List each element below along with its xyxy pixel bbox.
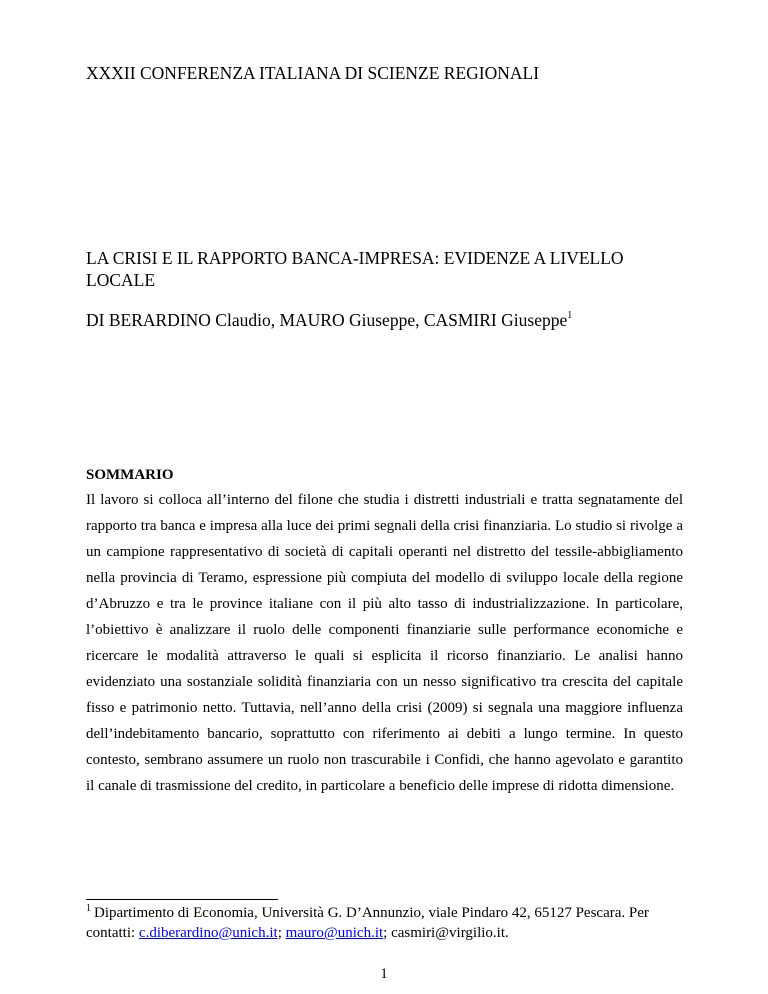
author-names: DI BERARDINO Claudio, MAURO Giuseppe, CASMIRI Giuseppe — [86, 310, 568, 330]
footnote-end: . — [505, 925, 509, 941]
paper-title: LA CRISI E IL RAPPORTO BANCA-IMPRESA: EVIDENZE A LIVELLO LOCALE — [86, 248, 624, 290]
conference-name: XXXII CONFERENZA ITALIANA DI SCIENZE REGIONALI — [86, 63, 540, 83]
page-number: 1 — [380, 966, 388, 982]
abstract-text: Il lavoro si colloca all’interno del filone che studia i distretti industriali e tratta segnatamente del rapporto tra banca e impresa alla luce dei primi segnali della crisi finanziaria. Lo studio si rivolge a un campione rappresentativo di società di capitali operanti nel distretto del tessile-abbigliamento nella provincia di Teramo, espressione più compiuta del modello di sviluppo locale della regione d’Abruzzo e tra le province italiane con il più alto tasso di industrializzazione. In particolare, l’obiettivo è analizzare il ruolo delle componenti finanziarie sulle performance economiche e ricercare le modalità attraverso le quali si esplicita il ricorso finanziario. Le analisi hanno evidenziato una sostanziale solidità finanziaria con un nesso significativo tra crescita del capitale fisso e patrimonio netto. Tuttavia, nell’anno della crisi (2009) si segnala una maggiore influenza dell’indebitamento bancario, soprattutto con riferimento ai debiti a lungo termine. In questo contesto, sembrano assumere un ruolo non trascurabile i Confidi, che hanno agevolato e garantito il canale di trasmissione del credito, in particolare a beneficio delle imprese di ridotta dimensione. — [86, 492, 683, 794]
email-casmiri: casmiri@virgilio.it — [391, 925, 506, 941]
footnote-separator-1: ; — [277, 925, 286, 941]
email-link-diberardino[interactable]: c.diberardino@unich.it — [138, 925, 278, 941]
footnote — [86, 903, 686, 943]
author-footnote-mark: 1 — [567, 310, 573, 321]
email-link-mauro[interactable]: mauro@unich.it — [285, 925, 384, 941]
footnote-separator — [86, 899, 278, 900]
footnote-text: Dipartimento di Economia, Università G. D’Annunzio, viale Pindaro 42, 65127 Pescara. Per contatti: — [86, 905, 649, 941]
author-list — [86, 309, 572, 331]
abstract-heading: SOMMARIO — [86, 467, 174, 483]
footnote-mark: 1 — [86, 903, 91, 914]
footnote-separator-2: ; — [383, 925, 392, 941]
